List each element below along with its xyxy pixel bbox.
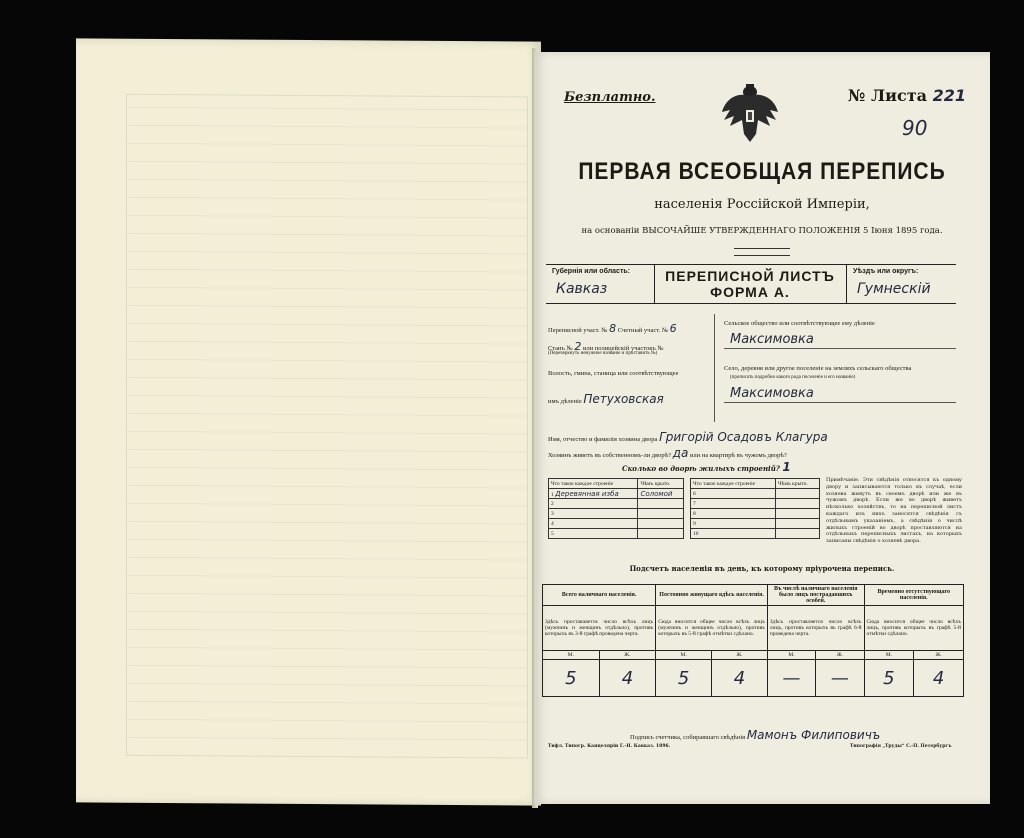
corner-number-handwritten: 90 <box>902 116 928 140</box>
district-cell <box>846 265 957 303</box>
form-title: ПЕРВАЯ ВСЕОБЩАЯ ПЕРЕПИСЬ <box>578 158 946 185</box>
village-label: Село, деревня или другое поселеніе на земляхъ сельскаго общества <box>724 365 912 372</box>
double-headed-eagle-icon <box>720 82 780 146</box>
free-label: Безплатно. <box>564 90 656 105</box>
sheet-label: № Листа <box>848 86 927 105</box>
count-value: 4 <box>712 660 768 697</box>
volost-label-2: имъ дѣленіе <box>548 398 582 405</box>
camp-handwritten: 2 <box>574 340 582 353</box>
roof-col-header: Чѣмъ крыто. <box>638 479 684 489</box>
ornament-divider <box>734 248 790 256</box>
summary-col-header: Всего наличнаго населенія. <box>543 585 656 606</box>
count-value: 5 <box>864 660 914 697</box>
count-value: 4 <box>599 660 656 697</box>
district-label: Уѣздъ или округъ: <box>853 268 919 275</box>
society-label: Сельское общество или соотвѣтствующее ему дѣленіе <box>724 320 875 327</box>
table-row: 2 <box>549 499 684 509</box>
printer-imprint-right: Типографія „Труды“ С.-П. Петербургъ <box>850 744 952 749</box>
camp-label: Станъ № <box>548 345 573 352</box>
table-row: 6 <box>691 489 820 499</box>
village-underline <box>724 402 956 403</box>
building-type-handwritten: Деревянная изба <box>555 489 619 498</box>
camp-note: (Перечеркнуть ненужное названіе и проставить №) <box>548 351 658 356</box>
count-unit-label: Счетный участ. № <box>617 327 669 334</box>
count-value: 5 <box>543 660 600 697</box>
count-unit-handwritten: 6 <box>669 322 677 335</box>
buildings-handwritten: 1 <box>782 460 791 474</box>
volost-label: Волость, гмина, станица или соотвѣтствующее <box>548 370 679 377</box>
district-handwritten: Гумнескій <box>857 281 931 297</box>
owner-label: Имя, отчество и фамилія хозяина двора <box>548 436 658 443</box>
sheet-number-handwritten: 221 <box>932 86 966 105</box>
buildings-label: Сколько во дворѣ жилыхъ строеній? <box>622 464 780 473</box>
summary-col-header: Временно отсутствующаго населенія. <box>864 585 963 606</box>
province-handwritten: Кавказ <box>556 281 608 297</box>
buildings-table-left <box>548 478 684 539</box>
province-label: Губернія или область: <box>552 268 631 275</box>
sex-female-header: Ж. <box>599 651 656 660</box>
form-subtitle: населенія Россійской Имперіи, <box>654 197 870 212</box>
sex-male-header: М. <box>767 651 815 660</box>
sheet-number <box>848 86 966 105</box>
table-row: 1 Деревянная изба Соломой <box>549 489 684 499</box>
signature-field <box>630 728 880 742</box>
residence-handwritten: да <box>672 446 689 460</box>
owner-handwritten: Григорій Осадовъ Клагура <box>659 430 828 444</box>
form-type-title <box>658 268 842 300</box>
census-unit-field <box>548 322 677 335</box>
residence-rest-label: или на квартирѣ въ чужомъ дворѣ? <box>689 452 787 459</box>
volost-field <box>548 392 664 406</box>
table-row: 4 <box>549 519 684 529</box>
footnote: Примѣчаніе. Эти свѣдѣнія относятся къ одному двору и записываются только въ случаѣ, если хозяева живутъ въ своемъ дворѣ или же въ чужомъ дворѣ. Если же во дворѣ живетъ нѣсколько хозяйствъ, то на переписной листъ каждаго изъ нихъ заносятся свѣдѣнія съ отдѣльнымъ указаніемъ, а свѣдѣнія о числѣ жилыхъ строеній во дворѣ проставляются на отдѣльныхъ переписныхъ листахъ, на которыхъ записаны свѣдѣнія о хозяевѣ двора. <box>826 477 962 545</box>
left-page <box>76 38 541 805</box>
table-row: 5 <box>549 529 684 539</box>
sex-female-header: Ж. <box>712 651 768 660</box>
village-note: (прописать подробно какого рода поселеніе и его названіе) <box>730 375 856 380</box>
owner-field <box>548 430 828 444</box>
form-type-line1: ПЕРЕПИСНОЙ ЛИСТЪ <box>665 268 835 284</box>
printer-imprint-left: Тифл. Типогр. Канцеляріи Г.-Н. Кавказ. 1896. <box>548 744 671 749</box>
table-row: 10 <box>691 529 820 539</box>
count-value: — <box>816 660 864 697</box>
village-handwritten: Максимовка <box>730 386 814 401</box>
count-value: 5 <box>656 660 712 697</box>
census-unit-handwritten: 8 <box>609 322 617 335</box>
roof-type-handwritten: Соломой <box>640 489 673 498</box>
camp-rest-label: или полицейскій участокъ № <box>582 345 664 352</box>
summary-col-header: Въ числѣ наличнаго населенія было лицъ пострадавшихъ особей. <box>767 585 864 606</box>
summary-col-description: Сюда вносится общее число всѣхъ лицъ (мужчинъ и женщинъ отдѣльно), противъ которыхъ въ 5-й графѣ отмѣтки сдѣлано. <box>656 606 768 651</box>
sex-male-header: М. <box>656 651 712 660</box>
sex-male-header: М. <box>543 651 600 660</box>
summary-col-description: Здѣсь проставляется число всѣхъ лицъ, противъ которыхъ въ графѣ 6-й проведена черта. <box>767 606 864 651</box>
buildings-col-header: Что такое каждое строеніе <box>691 479 776 489</box>
summary-col-description: Здѣсь проставляется число всѣхъ лицъ (мужчинъ и женщинъ отдѣльно), противъ которыхъ въ 3-й графѣ проведена черта. <box>543 606 656 651</box>
field-column-divider <box>714 314 715 422</box>
summary-col-description: Сюда вносится общее число всѣхъ лицъ, противъ которыхъ въ графѣ 5-й отмѣтки сдѣлано. <box>864 606 963 651</box>
form-legal-basis: на основаніи ВЫСОЧАЙШЕ УТВЕРЖДЕННАГО ПОЛОЖЕНІЯ 5 Іюня 1895 года. <box>581 226 943 236</box>
sex-female-header: Ж. <box>914 651 964 660</box>
signature-label: Подпись счетчика, собиравшаго свѣдѣнія <box>630 734 746 741</box>
society-underline <box>724 348 956 349</box>
count-value: 4 <box>914 660 964 697</box>
left-page-ruled-area <box>126 94 528 759</box>
residence-field <box>548 446 787 460</box>
province-cell <box>546 265 655 303</box>
sex-female-header: Ж. <box>816 651 864 660</box>
table-row: 9 <box>691 519 820 529</box>
buildings-col-header: Что такое каждое строеніе <box>549 479 638 489</box>
census-form-page <box>534 52 990 804</box>
population-summary-table <box>542 584 964 697</box>
table-row <box>543 660 964 697</box>
form-type-line2: ФОРМА А. <box>710 284 790 300</box>
summary-title: Подсчетъ населенія въ день, къ которому пріурочена перепись. <box>629 564 895 573</box>
summary-col-header: Постоянно живущаго вдѣсь населенія. <box>656 585 768 606</box>
census-unit-label: Переписной участ. № <box>548 327 608 334</box>
residence-label: Хозяинъ живетъ въ собственномъ-ли дворѣ? <box>548 452 672 459</box>
buildings-field <box>622 460 791 474</box>
form-header-box <box>546 264 956 304</box>
count-value: — <box>767 660 815 697</box>
signature-handwritten: Мамонъ Филиповичъ <box>746 728 881 742</box>
society-handwritten: Максимовка <box>730 332 814 347</box>
table-row: 3 <box>549 509 684 519</box>
volost-handwritten: Петуховская <box>583 392 664 406</box>
roof-col-header: Чѣмъ крыто. <box>775 479 819 489</box>
buildings-table-right <box>690 478 820 539</box>
table-row: 8 <box>691 509 820 519</box>
sex-male-header: М. <box>864 651 914 660</box>
table-row: 7 <box>691 499 820 509</box>
